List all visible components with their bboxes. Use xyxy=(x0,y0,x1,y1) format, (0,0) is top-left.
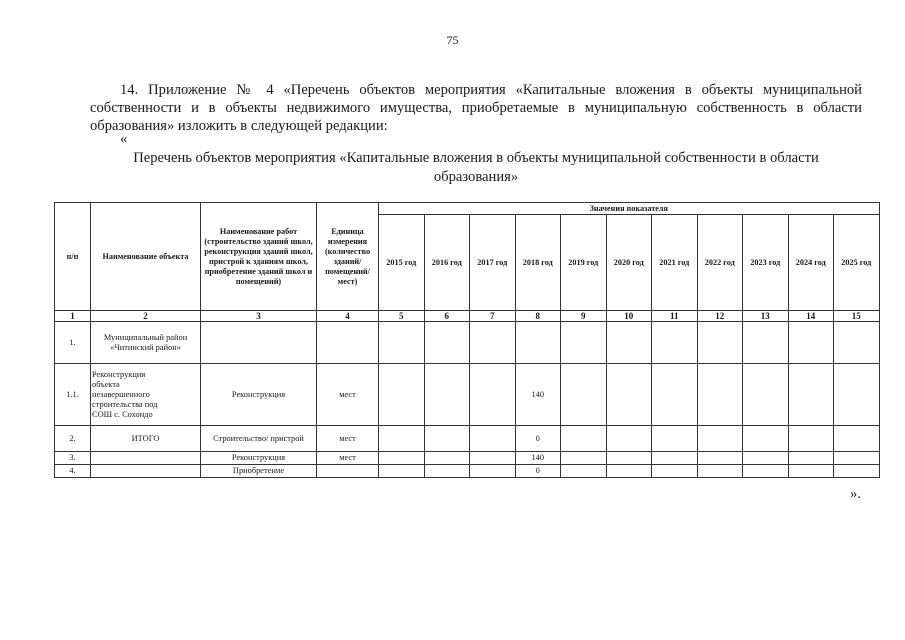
indicator-value xyxy=(606,364,652,426)
indicator-value: 0 xyxy=(515,465,561,478)
indicator-value xyxy=(788,465,834,478)
table-row xyxy=(55,364,880,426)
works-type: Реконструкция xyxy=(201,452,317,465)
column-number: 8 xyxy=(515,311,561,322)
column-number: 11 xyxy=(652,311,698,322)
indicator-value xyxy=(652,322,698,364)
indicator-value xyxy=(652,465,698,478)
indicator-value xyxy=(470,452,516,465)
table-row xyxy=(55,426,880,452)
indicator-value: 140 xyxy=(515,452,561,465)
indicator-value xyxy=(652,452,698,465)
indicator-value xyxy=(834,426,880,452)
header-year: 2021 год xyxy=(652,215,698,311)
indicator-value xyxy=(424,465,470,478)
indicator-value xyxy=(424,322,470,364)
table-row xyxy=(55,322,880,364)
indicator-value xyxy=(788,322,834,364)
open-quote: « xyxy=(120,131,128,147)
indicator-value xyxy=(788,452,834,465)
indicator-value xyxy=(470,465,516,478)
indicator-value xyxy=(606,322,652,364)
row-number: 4. xyxy=(55,465,91,478)
unit-of-measure: мест xyxy=(317,452,379,465)
indicator-value xyxy=(743,452,789,465)
paragraph-text: Приложение № 4 «Перечень объектов мероприятия «Капитальные вложения в объекты муниципальной собственности и в объекты недвижимого имущества, приобретаемые в муниципальную собственность в области образования» изложить в следующей редакции: xyxy=(90,82,862,134)
unit-of-measure: мест xyxy=(317,426,379,452)
object-name-line: СОШ с. Сохондо xyxy=(92,409,153,419)
header-year: 2024 год xyxy=(788,215,834,311)
header-num: п/п xyxy=(55,203,91,311)
column-number: 10 xyxy=(606,311,652,322)
header-object-name: Наименование объекта xyxy=(91,203,201,311)
indicator-value xyxy=(379,322,425,364)
header-year: 2019 год xyxy=(561,215,607,311)
indicator-value xyxy=(379,426,425,452)
column-number: 2 xyxy=(91,311,201,322)
column-number: 13 xyxy=(743,311,789,322)
row-number: 3. xyxy=(55,452,91,465)
object-name: Муниципальный район «Читинский район» xyxy=(91,322,201,364)
header-works: Наименование работ (строительство зданий школ, реконструкция зданий школ, пристрой к зданиям школ, приобретение зданий школ и помещений) xyxy=(201,203,317,311)
header-year: 2018 год xyxy=(515,215,561,311)
header-year: 2015 год xyxy=(379,215,425,311)
object-name: ИТОГО xyxy=(91,426,201,452)
indicator-value xyxy=(834,465,880,478)
indicator-value xyxy=(424,452,470,465)
indicator-value xyxy=(515,322,561,364)
objects-table xyxy=(54,202,880,478)
column-number: 3 xyxy=(201,311,317,322)
column-number: 5 xyxy=(379,311,425,322)
indicator-value xyxy=(606,465,652,478)
indicator-value: 140 xyxy=(515,364,561,426)
amendment-paragraph xyxy=(90,81,862,135)
row-number: 1. xyxy=(55,322,91,364)
indicator-value xyxy=(697,452,743,465)
works-type xyxy=(201,322,317,364)
header-year: 2022 год xyxy=(697,215,743,311)
indicator-value xyxy=(743,465,789,478)
column-number: 1 xyxy=(55,311,91,322)
object-name-line: незавершенного xyxy=(92,389,150,399)
table-row xyxy=(55,452,880,465)
indicator-value xyxy=(743,364,789,426)
header-year: 2020 год xyxy=(606,215,652,311)
object-name-line: Реконструкция xyxy=(92,369,146,379)
object-name xyxy=(91,364,201,426)
indicator-value xyxy=(379,465,425,478)
header-year: 2017 год xyxy=(470,215,516,311)
page-number: 75 xyxy=(446,33,459,47)
indicator-value xyxy=(470,364,516,426)
object-name-line: строительства под xyxy=(92,399,158,409)
column-number: 9 xyxy=(561,311,607,322)
indicator-value xyxy=(561,322,607,364)
indicator-value xyxy=(561,452,607,465)
indicator-value xyxy=(697,465,743,478)
header-year: 2025 год xyxy=(834,215,880,311)
works-type: Реконструкция xyxy=(201,364,317,426)
indicator-value xyxy=(379,364,425,426)
column-number: 6 xyxy=(424,311,470,322)
column-number: 12 xyxy=(697,311,743,322)
indicator-value xyxy=(834,452,880,465)
indicator-value xyxy=(697,364,743,426)
unit-of-measure xyxy=(317,465,379,478)
row-number: 1.1. xyxy=(55,364,91,426)
indicator-value xyxy=(743,426,789,452)
indicator-value xyxy=(424,426,470,452)
indicator-value xyxy=(652,426,698,452)
indicator-value xyxy=(561,465,607,478)
table-row xyxy=(55,465,880,478)
works-type: Строительство/ пристрой xyxy=(201,426,317,452)
indicator-value xyxy=(788,426,834,452)
indicator-value xyxy=(743,322,789,364)
indicator-value xyxy=(561,364,607,426)
column-number-row xyxy=(55,311,880,322)
indicator-value xyxy=(424,364,470,426)
object-name xyxy=(91,452,201,465)
indicator-value xyxy=(834,322,880,364)
indicator-value xyxy=(606,452,652,465)
object-name-line: объекта xyxy=(92,379,120,389)
column-number: 15 xyxy=(834,311,880,322)
column-number: 7 xyxy=(470,311,516,322)
indicator-value: 0 xyxy=(515,426,561,452)
column-number: 14 xyxy=(788,311,834,322)
unit-of-measure xyxy=(317,322,379,364)
header-year: 2023 год xyxy=(743,215,789,311)
close-quote: ». xyxy=(850,486,861,502)
indicator-value xyxy=(652,364,698,426)
indicator-value xyxy=(379,452,425,465)
indicator-value xyxy=(697,322,743,364)
list-title: Перечень объектов мероприятия «Капитальные вложения в объекты муниципальной собственности в области образования» xyxy=(133,150,819,185)
header-unit: Единица измерения (количество зданий/помещений/мест) xyxy=(317,203,379,311)
indicator-value xyxy=(470,322,516,364)
row-number: 2. xyxy=(55,426,91,452)
header-indicator-values: Значения показателя xyxy=(379,203,880,215)
indicator-value xyxy=(561,426,607,452)
column-number: 4 xyxy=(317,311,379,322)
paragraph-number: 14. xyxy=(120,82,139,98)
object-name xyxy=(91,465,201,478)
works-type: Приобретение xyxy=(201,465,317,478)
indicator-value xyxy=(788,364,834,426)
indicator-value xyxy=(834,364,880,426)
header-year: 2016 год xyxy=(424,215,470,311)
indicator-value xyxy=(697,426,743,452)
indicator-value xyxy=(470,426,516,452)
indicator-value xyxy=(606,426,652,452)
unit-of-measure: мест xyxy=(317,364,379,426)
